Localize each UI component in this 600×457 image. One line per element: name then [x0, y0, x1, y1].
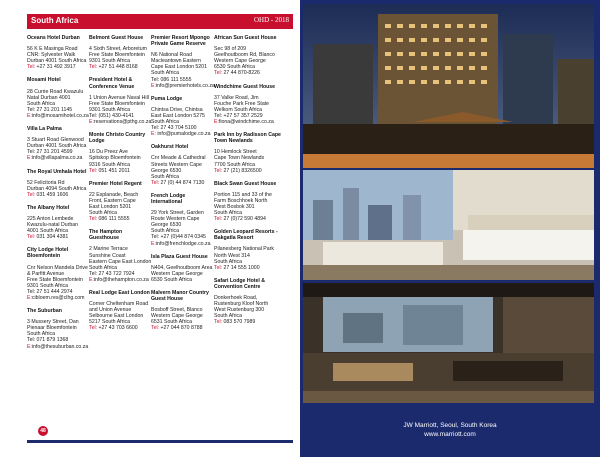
listing-address-line: Tel: 27 43 704 5100 — [151, 125, 197, 132]
listing-address-line: George 6530 — [151, 167, 182, 174]
listing-address-line: 1 Union Avenue Naval Hill — [89, 94, 149, 101]
listing-address-line: Selbourne East London — [89, 313, 144, 320]
listing-entry — [214, 132, 292, 174]
listing-entry — [151, 144, 215, 186]
directory-page — [0, 0, 298, 457]
listing-address-line: Farm Boschhoek North — [214, 197, 268, 204]
listing-address-line: 56 K E Masinga Road — [27, 46, 78, 53]
listing-column-1 — [27, 35, 91, 357]
listing-address-line: Corner Cheltenham Road — [89, 301, 149, 308]
listing-entry — [151, 35, 215, 89]
listing-address-line: Tel: +27 57 357 2529 — [214, 112, 263, 119]
email-address: info@thesuburban.co.za — [31, 343, 89, 350]
listing-address-line: 9301 South Africa — [89, 106, 130, 113]
email-label: E: — [151, 240, 156, 247]
email-label: E: — [27, 295, 32, 301]
listing-address-line: 37 Valke Road, Jim — [214, 94, 259, 101]
listing-address-line: Durban 4001 South Africa — [27, 143, 87, 150]
listing-entry — [89, 77, 153, 125]
listing-name: African Sun Guest House — [214, 35, 277, 41]
listing-name: Premier Resort Mpongo Private Game Reserve — [151, 35, 210, 48]
listing-address-line: Cnr Nelson Mandela Drive — [27, 264, 88, 271]
listing-address-line: North West 314 — [214, 252, 250, 259]
listing-name: Villa La Palma — [27, 126, 62, 133]
listing-address-line: Cape Town Newlands — [214, 155, 265, 162]
listing-phone — [214, 216, 292, 222]
listing-address-line: Tel: 071 879 1368 — [27, 337, 69, 344]
listing-address-line: East London 5201 — [89, 203, 132, 210]
listing-address-line: Natal Durban 4001 — [27, 94, 71, 101]
phone-number: 031 304 4381 — [35, 234, 69, 241]
listing-address-line: 9301 South Africa — [27, 282, 68, 289]
phone-label: Tel: — [89, 325, 98, 332]
listing-address-line: 225 Anton Lembede — [27, 215, 74, 222]
listing-address-line: Free State Bloemfontein — [89, 52, 145, 59]
listing-address-line: 6530 South Africa — [151, 276, 192, 283]
phone-number: 27 14 555 1000 — [222, 264, 260, 271]
listing-address-line: Welkom South Africa — [214, 106, 263, 113]
phone-number: 086 111 5555 — [97, 216, 130, 223]
listing-address-line: Tel: 27 51 444 2974 — [27, 288, 73, 295]
listing-address-line: Geelhoutboom Rd, Blanco — [214, 52, 275, 59]
listing-name: City Lodge Hotel Bloemfontein — [27, 247, 69, 260]
listing-phone — [89, 325, 153, 331]
listing-name: Golden Leopard Resorts - Bakgatla Resort — [214, 229, 278, 242]
listing-email — [89, 119, 153, 125]
listing-address-line: Front, Eastern Cape — [89, 197, 136, 204]
email-address: fiona@windchime.co.za — [218, 119, 274, 126]
listing-entry — [214, 229, 292, 271]
listing-address-line: Bosboff Street, Blanco — [151, 307, 203, 314]
listing-address-line: 4001 South Africa — [27, 228, 68, 235]
listing-entry — [27, 77, 91, 119]
footer-rule — [27, 440, 293, 443]
listing-phone — [89, 64, 153, 70]
listing-phone — [27, 234, 91, 240]
listing-address-line: Pilanesberg National Park — [214, 246, 274, 253]
listing-entry — [89, 229, 153, 283]
phone-number: 27 (21) 8326500 — [222, 167, 262, 174]
photo-caption — [300, 422, 600, 439]
listing-address-line: South Africa — [89, 264, 117, 271]
listing-address-line: Fouche Park Free State — [214, 100, 270, 107]
listing-address-line: Durban 4001 South Africa — [27, 58, 87, 65]
phone-number: +27 044 870 8788 — [159, 325, 203, 332]
listing-name: Real Lodge East London — [89, 290, 150, 296]
listing-name: The Royal Umhala Hotel — [27, 168, 87, 175]
listing-address-line: Sec 98 of 209 — [214, 46, 247, 53]
listing-address-line: 6530 South Africa — [214, 64, 255, 71]
email-label: E: — [151, 131, 156, 138]
listing-address-line: South Africa — [151, 173, 179, 180]
listing-address-line: Cnr Meade & Cathedral — [151, 155, 206, 162]
phone-label: Tel: — [214, 216, 223, 223]
listing-name: President Hotel & Conference Venue — [89, 77, 135, 90]
listing-address-line: Free State Bloemfontein — [27, 276, 83, 283]
email-address: info@pumalodge.co.za — [155, 131, 211, 138]
listing-address-line: & Parfitt Avenue — [27, 270, 65, 277]
listing-email — [27, 295, 91, 301]
hotel-room-photo — [303, 170, 594, 280]
listing-address-line: South Africa — [151, 228, 179, 235]
listing-address-line: West Bosbok 301 — [214, 203, 255, 210]
listing-email — [151, 241, 215, 247]
listing-name: Black Swan Guest House — [214, 180, 277, 187]
listing-address-line: Donkerhoek Road, — [214, 295, 258, 301]
listing-address-line: Tel: 27 31 201 1145 — [27, 106, 73, 113]
listing-address-line: Western Cape George — [151, 313, 203, 320]
listing-phone — [27, 192, 91, 198]
listing-column-4 — [214, 35, 292, 332]
phone-number: +27 43 703 6600 — [97, 325, 138, 332]
email-address: info@premierhotels.co.za — [155, 82, 215, 89]
listing-address-line: 9301 South Africa — [89, 58, 130, 65]
listing-entry — [151, 254, 215, 283]
listing-name: Puma Lodge — [151, 95, 183, 102]
listing-address-line: 5217 South Africa — [89, 319, 130, 326]
listing-email — [151, 83, 215, 89]
listing-name: Monte Christo Country Lodge — [89, 132, 146, 145]
listing-address-line: Chintsa Drive, Chintsa — [151, 106, 203, 113]
listing-address-line: Western Cape George — [214, 58, 266, 65]
listing-address-line: 22 Esplanade, Beach — [89, 191, 139, 198]
listing-address-line: 16 Du Preez Ave — [89, 149, 128, 156]
listing-address-line: Kwazulu-natal Durban — [27, 222, 79, 229]
listing-email — [214, 119, 292, 125]
listing-entry — [214, 181, 292, 223]
listing-address-line: South Africa — [214, 313, 242, 320]
listing-email — [27, 344, 91, 350]
listing-address-line: Spitskop Bloemfontein — [89, 155, 141, 162]
listing-address-line: Tel: (051) 430-4141 — [89, 112, 134, 119]
email-label: E: — [151, 82, 156, 89]
listing-address-line: South Africa — [151, 70, 179, 77]
phone-label: Tel: — [89, 216, 98, 223]
listing-name: Safari Lodge Hotel & Convention Centre — [214, 277, 266, 290]
caption-hotel: JW Marriott, Seoul, South Korea — [403, 422, 497, 429]
listing-column-3 — [151, 35, 215, 339]
caption-website: www.marriott.com — [424, 430, 476, 438]
email-label: E: — [27, 343, 32, 350]
listing-entry — [214, 84, 292, 126]
region-title: South Africa — [31, 16, 79, 25]
email-label: E: — [27, 155, 32, 162]
listing-address-line: 2 Marine Terrace — [89, 246, 128, 253]
listing-address-line: Durban 4094 South Africa — [27, 185, 87, 192]
phone-number: 051 451 2011 — [97, 167, 130, 174]
listing-entry — [214, 35, 292, 77]
phone-label: Tel: — [151, 179, 160, 186]
listing-column-2 — [89, 35, 153, 339]
section-header-bar — [27, 14, 293, 29]
phone-number: 083 570 7989 — [222, 319, 256, 326]
listing-entry — [151, 96, 215, 138]
listing-phone — [151, 325, 215, 331]
listing-address-line: 3 Stuart Road Glenwood — [27, 137, 84, 144]
listing-name: Belmont Guest House — [89, 35, 144, 41]
email-address: cibloem.res@clhg.com — [31, 295, 85, 301]
listing-address-line: 10 Hemlock Street — [214, 149, 257, 156]
listing-address-line: Tel: +27 (0)44 874 0345 — [151, 234, 206, 241]
phone-number: 27 44 870-8226 — [222, 70, 260, 77]
listing-phone — [214, 168, 292, 174]
listing-phone — [151, 180, 215, 186]
listing-address-line: South Africa — [27, 331, 55, 338]
email-label: E: — [89, 119, 94, 126]
listing-address-line: East East London 5275 — [151, 112, 205, 119]
listing-address-line: Portion 115 and 33 of the — [214, 191, 272, 198]
listing-phone — [214, 319, 292, 325]
listing-address-line: South Africa — [151, 119, 179, 126]
listing-address-line: Cape East London 5201 — [151, 64, 207, 71]
listing-address-line: South Africa — [214, 258, 242, 265]
listing-phone — [214, 265, 292, 271]
listing-phone — [89, 216, 153, 222]
listing-address-line: 7700 South Africa — [214, 161, 255, 168]
listing-name: Park Inn by Radisson Cape Town Newlands — [214, 132, 281, 145]
phone-label: Tel: — [89, 64, 98, 71]
photo-page — [300, 0, 600, 457]
listing-entry — [89, 132, 153, 174]
listing-address-line: 3 Mussery Street, Dan — [27, 319, 79, 326]
listing-entry — [89, 290, 153, 332]
listing-phone — [89, 168, 153, 174]
listing-entry — [151, 290, 215, 332]
listing-entry — [27, 308, 91, 350]
phone-label: Tel: — [89, 167, 98, 174]
listing-name: Windchime Guest House — [214, 83, 276, 90]
listing-address-line: 52 Felicitoria Rd — [27, 179, 65, 186]
listing-entry — [27, 247, 91, 301]
listing-name: Mosami Hotel — [27, 77, 61, 84]
phone-label: Tel: — [151, 325, 160, 332]
listing-entry — [27, 35, 91, 70]
email-address: info@thehampton.co.za — [93, 276, 149, 283]
listing-name: Malvern Manor Country Guest House — [151, 290, 209, 303]
page-number-badge: 48 — [38, 426, 48, 436]
listing-address-line: 9316 South Africa — [89, 161, 130, 168]
listing-address-line: Streets Western Cape — [151, 161, 202, 168]
listing-address-line: N6 National Road — [151, 52, 192, 59]
phone-label: Tel: — [27, 64, 36, 71]
listing-email — [89, 277, 153, 283]
listing-address-line: Tel: 27 31 201 4599 — [27, 149, 73, 156]
email-address: info@frenchlodge.co.za — [155, 240, 211, 247]
listing-name: French Lodge International — [151, 192, 186, 205]
phone-label: Tel: — [27, 234, 36, 241]
listing-name: The Suburban — [27, 308, 62, 315]
email-label: E: — [214, 119, 219, 126]
phone-label: Tel: — [214, 319, 223, 326]
listing-address-line: Western Cape George — [151, 270, 203, 277]
phone-label: Tel: — [214, 167, 223, 174]
listing-name: The Albany Hotel — [27, 204, 70, 211]
listing-email — [27, 155, 91, 161]
listing-phone — [214, 70, 292, 76]
phone-number: 031 459 1606 — [35, 191, 69, 198]
phone-number: 27 (0)72 590 4894 — [222, 216, 266, 223]
listing-address-line: Macleantown Eastern — [151, 58, 201, 65]
listing-address-line: 4 Sixth Street, Arboretum — [89, 46, 147, 53]
hotel-lobby-photo — [303, 283, 594, 403]
phone-label: Tel: — [214, 70, 223, 77]
listing-entry — [214, 278, 292, 326]
hotel-exterior-photo — [303, 4, 594, 168]
edition-label: OHD - 2018 — [254, 16, 289, 24]
listing-entry — [27, 126, 91, 161]
listing-address-line: Free State Bloemfontein — [89, 100, 145, 107]
phone-label: Tel: — [27, 191, 36, 198]
listing-address-line: Sunshine Coast — [89, 252, 126, 259]
listing-address-line: South Africa — [89, 210, 117, 217]
listing-name: Oakhurst Hotel — [151, 144, 189, 151]
listing-entry — [27, 169, 91, 198]
listing-address-line: South Africa — [27, 100, 55, 107]
phone-label: Tel: — [214, 264, 223, 271]
listing-address-line: Pienaar Bloemfontein — [27, 325, 77, 332]
listing-address-line: Eastern Cape East London — [89, 258, 152, 265]
email-address: info@villapalma.co.za — [31, 155, 83, 162]
listing-entry — [89, 35, 153, 70]
listing-address-line: West Rustenburg 300 — [214, 307, 265, 314]
listing-address-line: Route Western Cape — [151, 216, 200, 223]
email-label: E: — [27, 112, 32, 119]
listing-email — [151, 131, 215, 137]
phone-number: +27 51 448 8168 — [97, 64, 138, 71]
listing-address-line: Tel: 27 43 722 7924 — [89, 270, 135, 277]
email-address: reservations@pthg.co.za — [93, 119, 152, 126]
listing-entry — [27, 205, 91, 240]
listing-phone — [27, 64, 91, 70]
phone-number: +27 31 492 3917 — [35, 64, 76, 71]
listing-address-line: and Union Avenue — [89, 307, 132, 314]
listing-name: Oceans Hotel Durban — [27, 35, 80, 41]
listing-entry — [151, 193, 215, 247]
email-address: info@mosamihotel.co.za — [31, 112, 89, 119]
listing-name: Isla Plaza Guest House — [151, 253, 208, 260]
email-label: E: — [89, 276, 94, 283]
listing-address-line: 6531 South Africa — [151, 319, 192, 326]
listing-address-line: South Africa — [214, 210, 242, 217]
listing-address-line: Tel: 086 111 5555 — [151, 76, 192, 83]
listing-address-line: Rustenburg Kloof North — [214, 301, 269, 308]
listing-name: Premier Hotel Regent — [89, 180, 142, 187]
phone-number: 27 (0) 44 874 7130 — [159, 179, 205, 186]
listing-address-line: CNR: Sylvester Walk — [27, 52, 76, 59]
listing-address-line: 28 Currie Road Kwazulu — [27, 88, 84, 95]
listing-address-line: George 6530 — [151, 222, 182, 229]
listing-entry — [89, 181, 153, 223]
listing-address-line: N404, Geelhoutboom Area — [151, 264, 213, 271]
listing-name: The Hampton Guesthouse — [89, 229, 123, 242]
listing-email — [27, 113, 91, 119]
listing-address-line: 29 York Street, Garden — [151, 210, 204, 217]
